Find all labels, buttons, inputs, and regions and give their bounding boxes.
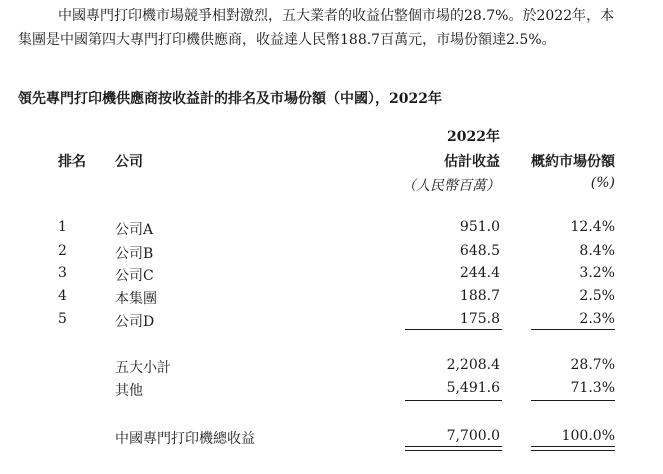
header-revenue-unit: （人民幣百萬） xyxy=(402,178,500,194)
row-company: 公司C xyxy=(115,268,154,284)
share-subtotal-rule xyxy=(531,329,615,330)
intro-line-1: 中國專門打印機市場競爭相對激烈，五大業者的收益佔整個市場的28.7%。於2022年，本 xyxy=(58,8,615,24)
subtotal-share: 28.7% xyxy=(570,357,615,373)
total-label: 中國專門打印機總收益 xyxy=(115,431,255,447)
revenue-total-rule xyxy=(405,400,502,401)
share-double-underline xyxy=(531,446,615,451)
subtotal-share: 71.3% xyxy=(570,380,615,396)
row-revenue: 175.8 xyxy=(459,311,500,327)
header-revenue: 估計收益 xyxy=(444,154,500,170)
row-rank: 4 xyxy=(58,288,67,304)
row-company: 公司B xyxy=(115,246,154,262)
row-share: 8.4% xyxy=(579,243,615,259)
row-revenue: 648.5 xyxy=(459,243,500,259)
row-share: 2.5% xyxy=(579,288,615,304)
row-company: 公司A xyxy=(115,222,154,238)
subtotal-revenue: 5,491.6 xyxy=(446,380,500,396)
subtotal-label: 五大小計 xyxy=(115,360,171,376)
row-company: 公司D xyxy=(115,314,155,330)
header-share-unit: (%) xyxy=(590,175,615,191)
intro-paragraph xyxy=(18,4,648,52)
header-share: 概約市場份額 xyxy=(531,154,615,170)
row-share: 12.4% xyxy=(570,219,615,235)
subtotal-revenue: 2,208.4 xyxy=(446,357,500,373)
share-total-rule xyxy=(531,400,615,401)
header-year: 2022年 xyxy=(447,129,500,145)
row-share: 3.2% xyxy=(579,265,615,281)
total-share: 100.0% xyxy=(561,428,615,444)
total-revenue: 7,700.0 xyxy=(446,428,500,444)
header-company: 公司 xyxy=(115,154,143,170)
row-revenue: 244.4 xyxy=(459,265,500,281)
revenue-double-underline xyxy=(405,446,502,451)
row-rank: 5 xyxy=(58,311,67,327)
row-share: 2.3% xyxy=(579,311,615,327)
row-rank: 1 xyxy=(58,219,67,235)
intro-line-2: 集團是中國第四大專門打印機供應商，收益達人民幣188.7百萬元，市場份額達2.5%。 xyxy=(18,32,556,48)
row-company: 本集團 xyxy=(115,291,157,307)
row-rank: 3 xyxy=(58,265,67,281)
row-rank: 2 xyxy=(58,243,67,259)
header-rank: 排名 xyxy=(58,154,86,170)
revenue-subtotal-rule xyxy=(405,329,502,330)
row-revenue: 951.0 xyxy=(459,219,500,235)
row-revenue: 188.7 xyxy=(459,288,500,304)
table-title: 領先專門打印機供應商按收益計的排名及市場份額（中國），2022年 xyxy=(18,91,442,107)
subtotal-label: 其他 xyxy=(115,383,143,399)
